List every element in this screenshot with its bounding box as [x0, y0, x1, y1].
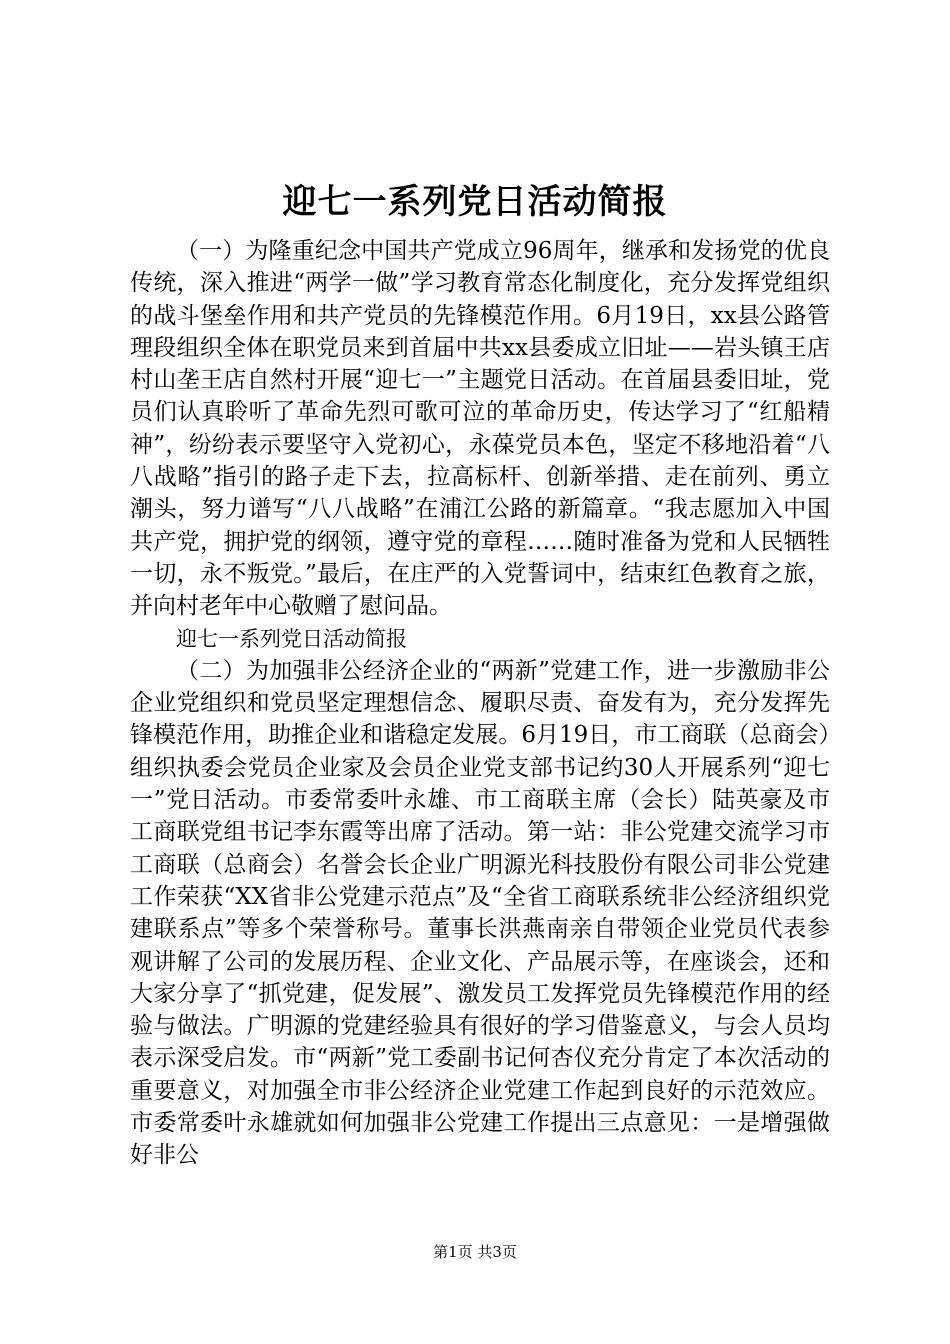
document-title: 迎七一系列党日活动简报: [282, 182, 668, 222]
section-subheading: 迎七一系列党日活动简报: [176, 626, 407, 651]
paragraph-2: （二）为加强非公经济企业的“两新”党建工作，进一步激励非公企业党组织和党员坚定理想信念、履职尽责、奋发有为，充分发挥先锋模范作用，助推企业和谐稳定发展。6月19日，市工商联（总商会）组织执委会党员企业家及会员企业党支部书记约30人开展系列“迎七一”党日活动。市委常委叶永雄、市工商联主席（会长）陆英豪及市工商联党组书记李东霞等出席了活动。第一站：非公党建交流学习市工商联（总商会）名誉会长企业广明源光科技股份有限公司非公党建工作荣获“XX省非公党建示范点”及“全省工商联系统非公经济组织党建联系点”等多个荣誉称号。董事长洪燕南亲自带领企业党员代表参观讲解了公司的发展历程、企业文化、产品展示等，在座谈会，还和大家分享了“抓党建，促发展”、激发员工发挥党员先锋模范作用的经验与做法。广明源的党建经验具有很好的学习借鉴意义，与会人员均表示深受启发。市“两新”党工委副书记何杏仪充分肯定了本次活动的重要意义，对加强全市非公经济企业党建工作起到良好的示范效应。市委常委叶永雄就如何加强非公党建工作提出三点意见：一是增强做好非公: [130, 657, 830, 1169]
page-footer: 第1页 共3页: [433, 1243, 517, 1261]
document-body: [130, 235, 830, 1172]
paragraph-1: （一）为隆重纪念中国共产党成立96周年，继承和发扬党的优良传统，深入推进“两学一做”学习教育常态化制度化，充分发挥党组织的战斗堡垒作用和共产党员的先锋模范作用。6月19日，xx县公路管理段组织全体在职党员来到首届中共xx县委成立旧址——岩头镇王店村山垄王店自然村开展“迎七一”主题党日活动。在首届县委旧址，党员们认真聆听了革命先烈可歌可泣的革命历史，传达学习了“红船精神”，纷纷表示要坚守入党初心，永葆党员本色，坚定不移地沿着“八八战略”指引的路子走下去，拉高标杆、创新举措、走在前列、勇立潮头，努力谱写“八八战略”在浦江公路的新篇章。“我志愿加入中国共产党，拥护党的纲领，遵守党的章程……随时准备为党和人民牺牲一切，永不叛党。”最后，在庄严的入党誓词中，结束红色教育之旅，并向村老年中心敬赠了慰问品。: [130, 238, 830, 620]
